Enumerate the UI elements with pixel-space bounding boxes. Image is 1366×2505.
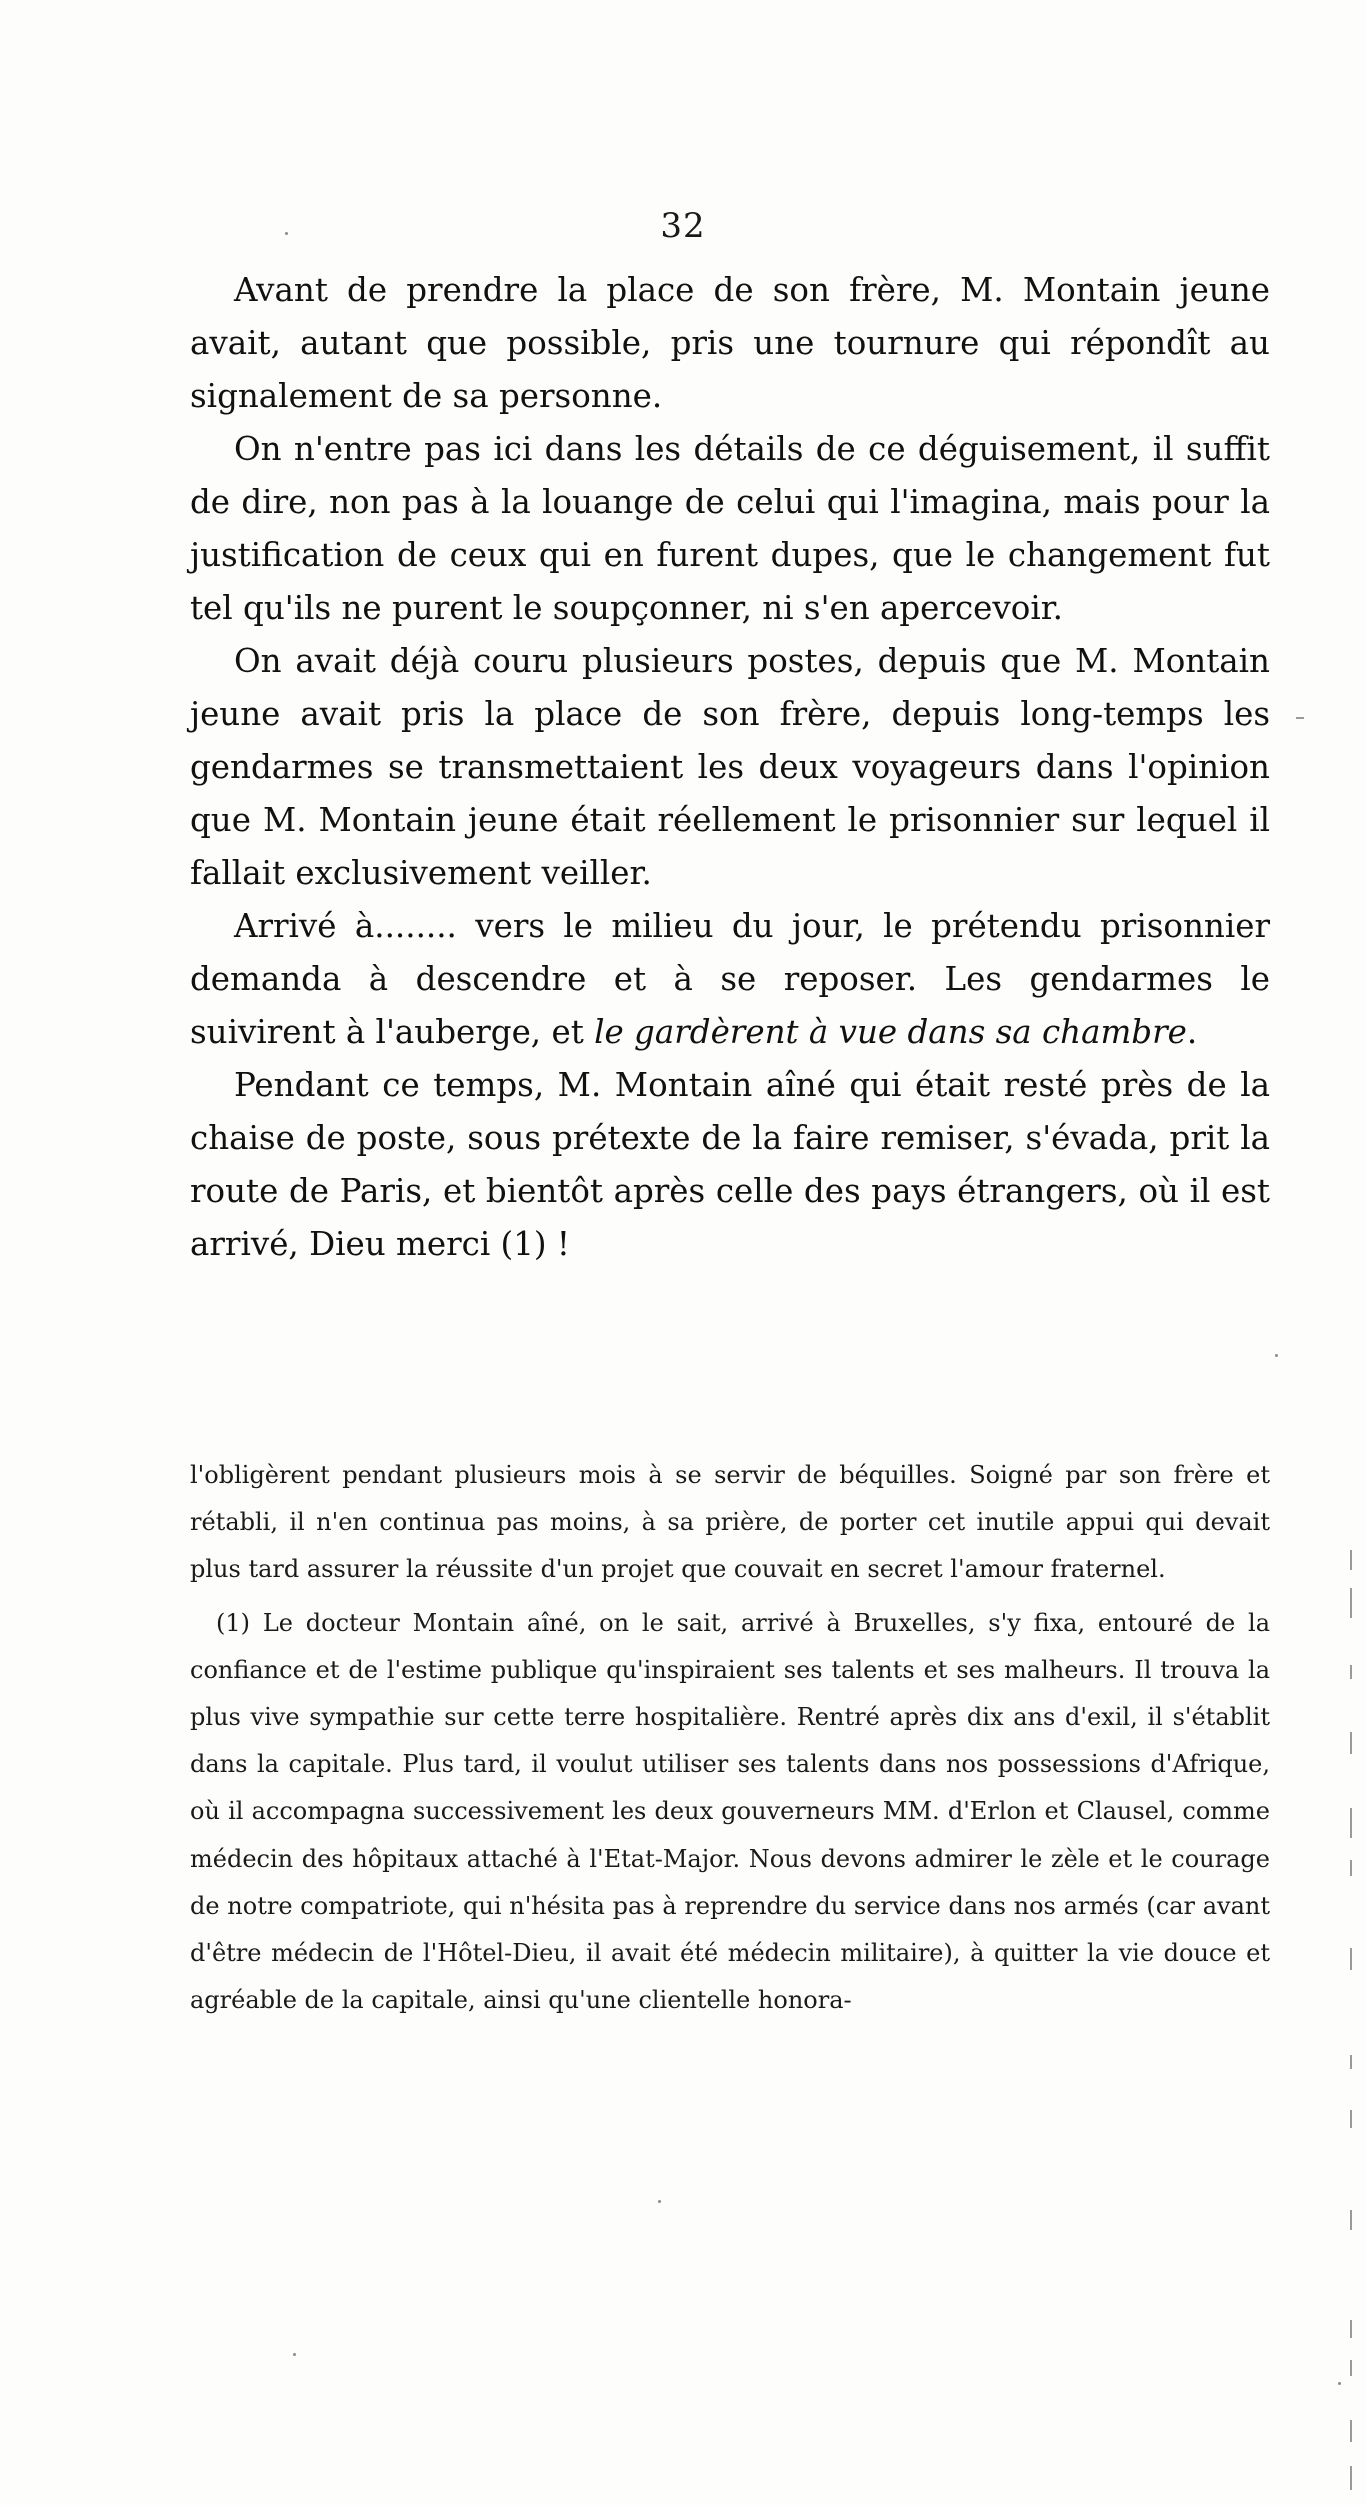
scan-mark [1350,1588,1352,1618]
footnote-continuation: l'obligèrent pendant plusieurs mois à se servir de béquilles. Soigné par son frère et rétabli, il n'en continua pas moins, à sa prière, de porter cet inutile appui qui devait plus tard assurer la réussite d'un projet que couvait en secret l'amour fraternel. [190,1461,1270,1584]
scan-speck [658,2200,661,2203]
paragraph-postes: On avait déjà couru plusieurs postes, depuis que M. Montain jeune avait pris la place de son frère, depuis long-temps les gendarmes se transmettaient les deux voyageurs dans l'opinion que M. Montain jeune était réellement le prisonnier sur lequel il fallait exclusivement veiller. [190,642,1270,892]
footnote-1: (1) Le docteur Montain aîné, on le sait, arrivé à Bruxelles, s'y fixa, entouré de la confiance et de l'estime publique qu'inspiraient ses talents et ses malheurs. Il trouva la plus vive sympathie sur cette terre hospitalière. Rentré après dix ans d'exil, il s'établit dans la capitale. Plus tard, il voulut utiliser ses talents dans nos possessions d'Afrique, où il accompagna successivement les deux gouverneurs MM. d'Erlon et Clausel, comme médecin des hôpitaux attaché à l'Etat-Major. Nous devons admirer le zèle et le courage de notre compatriote, qui n'hésita pas à reprendre du service dans nos armés (car avant d'être médecin de l'Hôtel-Dieu, il avait été médecin militaire), à quitter la vie douce et agréable de la capitale, ainsi qu'une clientelle honora- [190,1608,1270,2015]
scan-speck [285,232,288,235]
scan-speck [1338,2382,1341,2385]
scan-mark [1350,1550,1352,1570]
scan-mark [1350,2110,1352,2128]
scan-mark [1350,1808,1352,1838]
arrival-italic-text: le gardèrent à vue dans sa chambre [594,1013,1187,1051]
scan-mark [1350,2055,1352,2069]
scan-mark [1296,717,1304,719]
scan-mark [1350,1860,1352,1876]
paragraph-disguise-intro: Avant de prendre la place de son frère, M. Montain jeune avait, autant que possible, pris une tournure qui répondît au signalement de sa personne. [190,271,1270,415]
footnotes [190,1452,1270,2024]
scan-mark [1350,2320,1352,2338]
paragraph-disguise-details: On n'entre pas ici dans les détails de ce déguisement, il suffit de dire, non pas à la louange de celui qui l'imagina, mais pour la justification de ceux qui en furent dupes, que le changement fut tel qu'ils ne purent le soupçonner, ni s'en apercevoir. [190,430,1270,627]
paragraph-escape: Pendant ce temps, M. Montain aîné qui était resté près de la chaise de poste, sous prétexte de la faire remiser, s'évada, prit la route de Paris, et bientôt après celle des pays étrangers, où il est arrivé, Dieu merci (1) ! [190,1066,1270,1263]
scan-mark [1350,1948,1352,1970]
arrival-text: Arrivé à........ vers le milieu du jour, le prétendu prisonnier demanda à descendre et à se reposer. Les gendarmes le suivirent à l'auberge, et [190,907,1270,1051]
scan-mark [1350,1732,1352,1754]
scan-speck [293,2353,296,2356]
scan-mark [1350,2420,1352,2442]
page-number: 32 [660,206,706,246]
arrival-period: . [1186,1013,1198,1051]
scan-speck [1275,1354,1278,1357]
scan-mark [1350,1665,1352,1679]
paragraph-arrival [190,900,1270,1059]
scan-mark [1350,2360,1352,2376]
scan-mark [1350,2210,1352,2230]
main-text [190,264,1270,1271]
scan-mark [1350,2466,1352,2490]
